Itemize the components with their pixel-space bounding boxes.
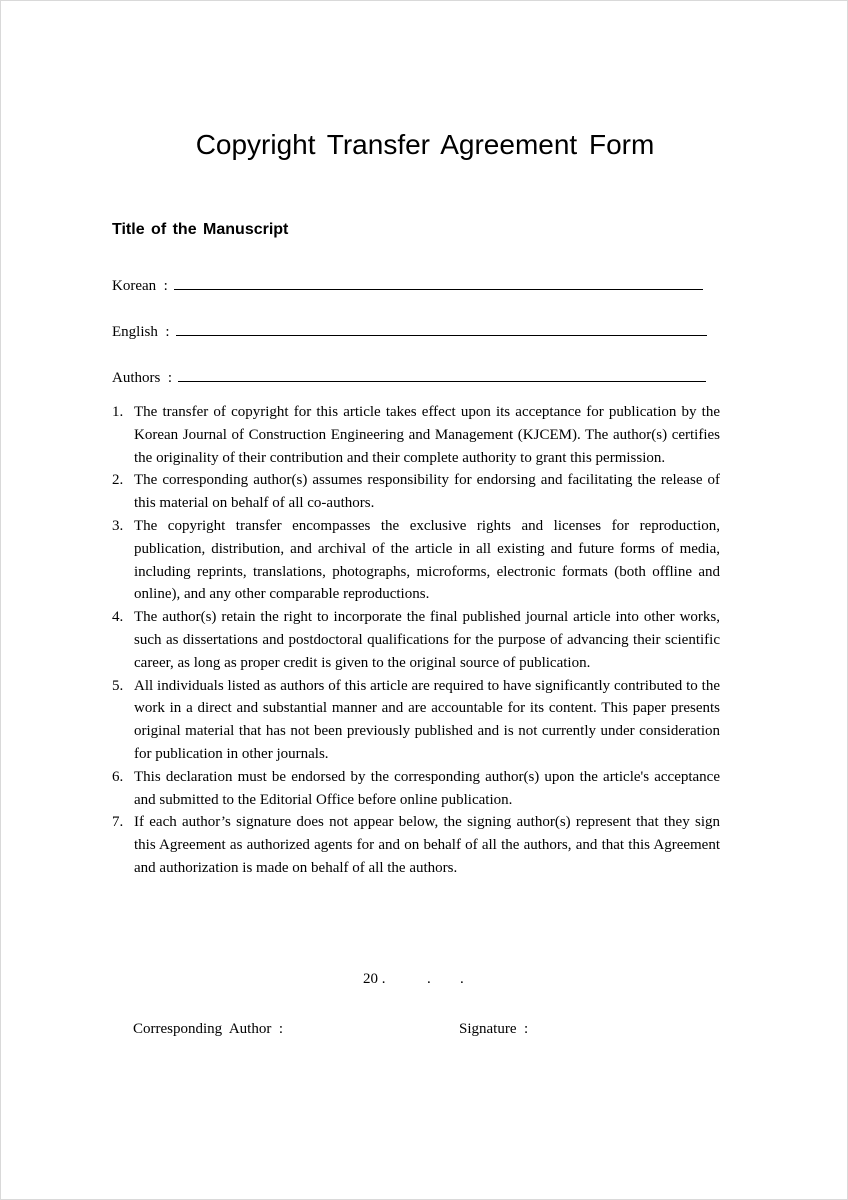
authors-field[interactable] [112,365,706,387]
clause-number: 6. [112,768,124,785]
clause-item [112,811,720,879]
clause-item [112,606,720,674]
clause-text: This declaration must be endorsed by the corresponding author(s) upon the article's acceptance and submitted to the Editorial Office before online publication. [134,768,720,808]
clause-text: The corresponding author(s) assumes responsibility for endorsing and facilitating the release of this material on behalf of all co-authors. [134,472,720,512]
agreement-clauses [112,401,720,880]
date-month-dot: . [427,971,431,987]
korean-label: Korean : [112,278,168,294]
clause-text: If each author’s signature does not appear below, the signing author(s) represent that they sign this Agreement as authorized agents for and on behalf of all the authors, and that this Agreement and authorization is made on behalf of all the authors. [134,814,720,876]
clause-item [112,515,720,606]
korean-blank-line[interactable] [174,289,703,290]
clause-text: The author(s) retain the right to incorporate the final published journal article into other works, such as dissertations and postdoctoral qualifications for the purpose of advancing their scientific career, as long as proper credit is given to the original source of publication. [134,609,720,671]
manuscript-title-heading: Title of the Manuscript [112,221,289,238]
clause-item [112,675,720,766]
signature-label: Signature : [459,1021,529,1037]
clause-item [112,401,720,469]
clause-number: 3. [112,517,124,534]
page-title: Copyright Transfer Agreement Form [195,129,655,160]
authors-label: Authors : [112,370,172,386]
clause-number: 7. [112,814,124,831]
clause-text: All individuals listed as authors of this article are required to have significantly contributed to the work in a direct and substantial manner and are accountable for its content. This paper presents original material that has not been previously published and is not currently under consideration for publication in other journals. [134,677,720,762]
english-title-field[interactable] [112,319,707,341]
clause-text: The copyright transfer encompasses the exclusive rights and licenses for reproduction, publication, distribution, and archival of the article in all existing and future forms of media, including reprints, translations, photographs, microforms, electronic formats (both offline and online), and any other comparable reproductions. [134,517,720,603]
corresponding-author-label: Corresponding Author : [133,1021,283,1037]
clause-number: 5. [112,677,124,694]
english-label: English : [112,324,170,340]
clause-number: 4. [112,609,124,626]
english-blank-line[interactable] [176,335,707,336]
clause-number: 2. [112,472,124,489]
clause-number: 1. [112,404,124,420]
clause-text: The transfer of copyright for this article takes effect upon its acceptance for publication by the Korean Journal of Construction Engineering and Management (KJCEM). The author(s) certifies the originality of their contribution and their complete authority to grant this permission. [134,404,720,466]
date-year-prefix: 20 . [363,971,386,987]
clause-item [112,766,720,812]
authors-blank-line[interactable] [178,381,706,382]
date-day-dot: . [460,971,464,987]
clause-item [112,469,720,515]
korean-title-field[interactable] [112,273,703,295]
